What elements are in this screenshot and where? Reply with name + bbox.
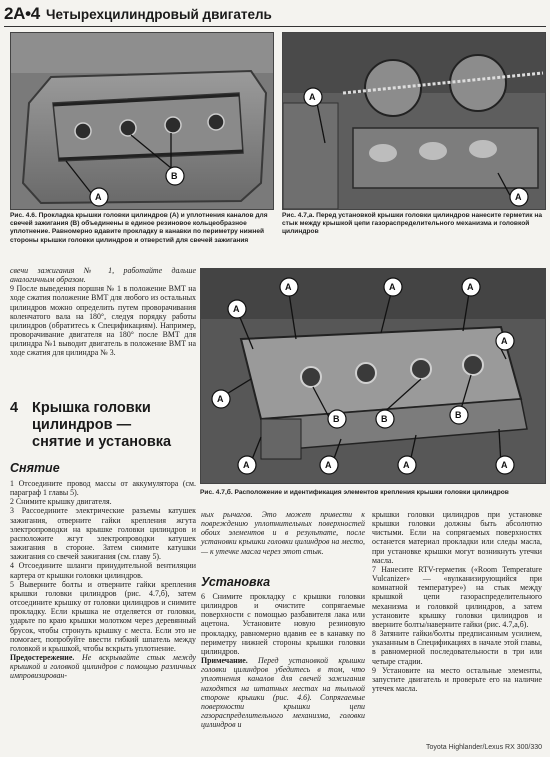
fig3-label-a9: A <box>403 460 410 470</box>
paragraph: 3 Рассоедините электрические разъемы катушек зажигания, отверните гайки крепления жгута электропроводки на крышке головки цилиндров и расположите жгут электропроводки катушек зажигания в стороне. Затем снимите катушки зажигания со свечей зажигания (см. главу 5). <box>10 506 196 562</box>
fig3-label-b2: B <box>381 414 388 424</box>
fig3-label-a8: A <box>325 460 332 470</box>
fig3-label-a6: A <box>217 394 224 404</box>
figure-4-6-image <box>11 33 273 209</box>
section-title-line: цилиндров — <box>32 417 132 433</box>
fig3-label-b1: B <box>333 414 340 424</box>
section-title-line: снятие и установка <box>32 434 172 450</box>
note-text: Перед установкой крышки головки цилиндров убедитесь в том, что уплотнения каналов для свечей зажигания находятся на штатных местах на тыльной стороне крышки (рис. 4.6). Сопрягаемые поверхности крышки цепи газораспределительного механизма, головки цилиндров и <box>201 656 365 730</box>
paragraph: 9 После выведения поршня № 1 в положение ВМТ на ходе сжатия положение ВМТ для любого из остальных цилиндров можно определить путем проворачивания коленчатого вала на 180°, следуя порядку работы цилиндров (обратитесь к Спецификациям). Например, проворачивание двигателя на 180° после ВМТ для цилиндра №1 выводит двигатель в положение ВМТ на ходе сжатия для цилиндра № 3. <box>10 284 196 358</box>
figure-4-7a-image <box>283 33 545 209</box>
fig3-label-a10: A <box>501 460 508 470</box>
fig1-label-b: B <box>171 171 178 181</box>
warning-label: Предостережение. <box>10 652 75 662</box>
fig3-label-a5: A <box>501 336 508 346</box>
fig3-label-a1: A <box>233 304 240 314</box>
page-title: Четырехцилиндровый двигатель <box>45 6 272 22</box>
paragraph: ных рычагов. Это может привести к повреждению уплотнительных поверхностей обоих элементов и в результате, после установки крышки головки цилиндров на место, — к утечке масла через этот стык. <box>201 510 365 556</box>
paragraph: свечи зажигания № 1, работайте дальше аналогичным образом. <box>10 266 196 285</box>
fig3-label-a7: A <box>243 460 250 470</box>
text-col2-install <box>201 592 365 729</box>
section-title-line: Крышка головки <box>32 400 151 416</box>
text-col1-top <box>10 266 196 358</box>
text-col1-removal <box>10 479 196 680</box>
footer-book-title: Toyota Highlander/Lexus RX 300/330 <box>426 744 542 751</box>
figure-4-7a-caption: Рис. 4.7,а. Перед установкой крышки головки цилиндров нанесите герметик на стык между крышкой цепи газораспределительного механизма и головкой цилиндров <box>282 212 543 236</box>
paragraph: 9 Установите на место остальные элементы, запустите двигатель и проверьте его на наличие утечек масла. <box>372 665 542 693</box>
section-4-heading <box>10 400 196 454</box>
paragraph: 8 Затяните гайки/болты предписанным усилием, указанным в Спецификациях в начале этой главы, в равномерной последовательности в три или четыре стадии. <box>372 629 542 666</box>
paragraph: 7 Нанесите RTV-герметик («Room Temperature Vulcanizer» — «вулканизирующийся при комнатной температуре») на стык между крышкой цепи газораспределительного механизма и головкой цилиндров, а затем установите крышку головки цилиндров и вверните болты/наверните гайки (рис. 4.7,а,б). <box>372 564 542 629</box>
fig2-label-a1: A <box>309 92 316 102</box>
figure-4-7b-photo <box>200 268 546 484</box>
paragraph: 4 Отсоедините шланги принудительной вентиляции картера от крышки головки цилиндров. <box>10 561 196 580</box>
install-heading: Установка <box>201 575 271 589</box>
removal-heading: Снятие <box>10 461 60 475</box>
text-col3 <box>372 510 542 693</box>
fig3-label-a2: A <box>285 282 292 292</box>
figure-4-7a-photo <box>282 32 546 210</box>
section-number: 4 <box>10 400 19 416</box>
paragraph: 6 Снимите прокладку с крышки головки цилиндров и очистите сопрягаемые поверхности с помощью разбавителя лака или ацетона. Установите новую резиновую прокладку, равномерно вдавив ее в канавку по периметру нижней стороны крышки головки цилиндров. <box>201 592 365 656</box>
paragraph: крышки головки цилиндров при установке крышки головки должны быть абсолютно чистыми. Если на сопрягаемых поверхностях останется материал прокладки или следы масла, при установке крышки могут возникнуть утечки масла. <box>372 510 542 565</box>
fig3-label-a3: A <box>389 282 396 292</box>
page-header <box>4 4 544 24</box>
fig3-label-b3: B <box>455 410 462 420</box>
figure-4-7b-image <box>201 269 545 483</box>
header-rule <box>4 26 546 27</box>
page-number: 2A•4 <box>4 4 40 23</box>
paragraph: 2 Снимите крышку двигателя. <box>10 497 112 507</box>
fig1-label-a: A <box>95 192 102 202</box>
paragraph: 1 Отсоедините провод массы от аккумулятора (см. параграф 1 главы 5). <box>10 479 196 498</box>
fig3-label-a4: A <box>467 282 474 292</box>
note-label: Примечание. <box>201 656 248 666</box>
figure-4-7b-caption: Рис. 4.7,б. Расположение и идентификация элементов крепления крышки головки цилиндров <box>200 489 509 496</box>
fig2-label-a2: A <box>515 192 522 202</box>
text-col2 <box>201 510 365 556</box>
figure-4-6-caption: Рис. 4.6. Прокладка крышки головки цилиндров (А) и уплотнения каналов для свечей зажигания (В) объединены в единое резиновое кольцеобразное уплотнение. Равномерно вдавите прокладку в канавки по периметру нижней стороны крышки головки цилиндров и отверстий для свечей зажигания <box>10 212 268 244</box>
note-paragraph <box>201 656 365 729</box>
warning-text: Не вскрывайте стык между крышкой и головкой цилиндров с помощью различных импровизирован- <box>10 652 196 681</box>
figure-4-6-photo <box>10 32 274 210</box>
paragraph: 5 Выверните болты и отверните гайки крепления крышки головки цилиндров (рис. 4.7,б), затем отсоедините крышку от головки цилиндров и снимите прокладку. Если крышка не отделяется от головки, ударьте по краю крышки молотком через деревянный брусок, чтобы стронуть крышку с места. Если это не помогает, попробуйте ввести гибкий шпатель между головкой и крышкой, чтобы вскрыть уплотнение. <box>10 579 196 653</box>
warning-paragraph <box>10 653 196 680</box>
